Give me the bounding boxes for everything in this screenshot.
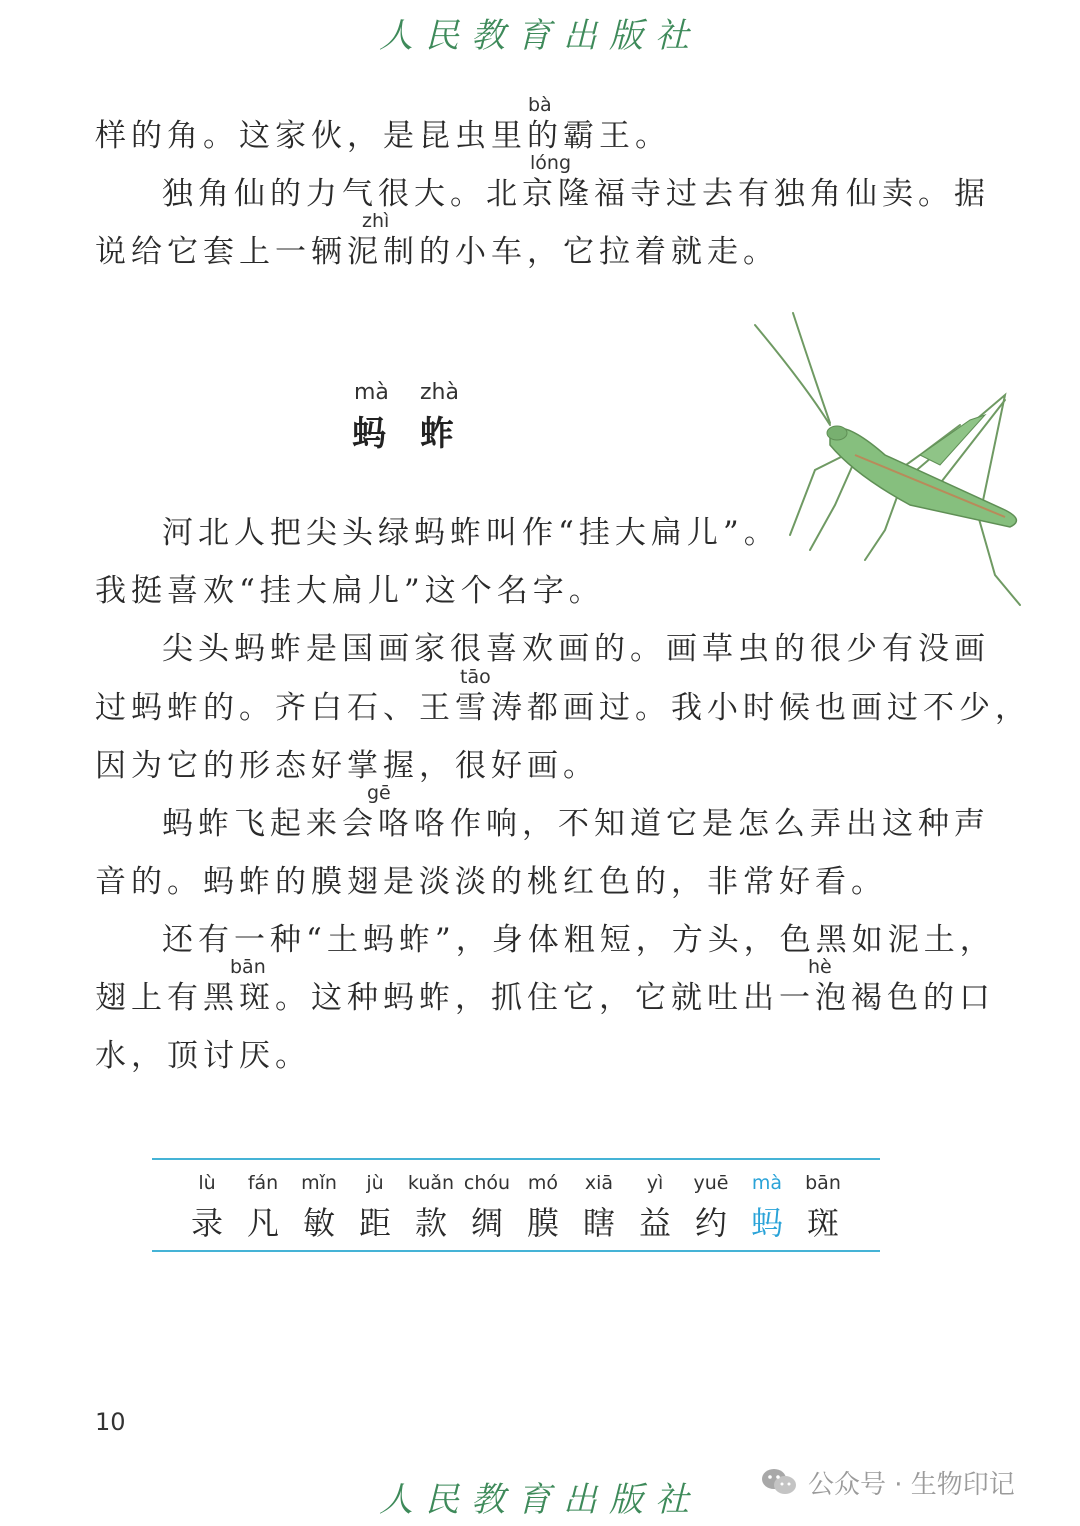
watermark: [760, 1462, 1015, 1502]
pinyin-ge: gē: [367, 782, 391, 804]
vocab-item: yuē 约: [693, 1172, 729, 1242]
wechat-icon: [760, 1467, 798, 1497]
vocab-item: kuǎn 款: [407, 1172, 455, 1242]
vocab-item: jù 距: [358, 1172, 391, 1242]
text-line: 水，顶讨厌。: [95, 1038, 311, 1074]
pinyin-ban: bān: [230, 956, 266, 978]
vocab-item: lù 录: [190, 1172, 223, 1242]
watermark-text: 公众号 · 生物印记: [808, 1469, 1015, 1500]
pinyin-tao: tāo: [460, 666, 491, 688]
vocabulary-box: [152, 1158, 880, 1252]
pinyin-he: hè: [808, 956, 832, 978]
text-line: 样的角。这家伙，是昆虫里的霸王。: [95, 118, 671, 154]
vocab-item: chóu 绸: [463, 1172, 511, 1242]
vocab-item: mó 膜: [526, 1172, 559, 1242]
section-title: [350, 380, 470, 454]
vocab-item: mǐn 敏: [301, 1172, 337, 1242]
page-number: 10: [95, 1408, 126, 1436]
title-char-2: 蚱: [420, 414, 454, 454]
title-char-1: 蚂: [352, 414, 386, 454]
grasshopper-illustration: [735, 305, 1035, 615]
text-line: 音的。蚂蚱的膜翅是淡淡的桃红色的，非常好看。: [95, 864, 887, 900]
text-line: 尖头蚂蚱是国画家很喜欢画的。画草虫的很少有没画: [162, 631, 990, 667]
vocab-item-highlighted: mà 蚂: [750, 1172, 783, 1242]
text-line: 说给它套上一辆泥制的小车，它拉着就走。: [95, 234, 779, 270]
text-line: 我挺喜欢“挂大扁儿”这个名字。: [95, 573, 605, 609]
pinyin-zhi: zhì: [362, 210, 390, 232]
publisher-header: 人民教育出版社: [379, 16, 701, 56]
vocab-item: yì 益: [638, 1172, 671, 1242]
vocab-item: fán 凡: [246, 1172, 279, 1242]
text-line: 还有一种“土蚂蚱”，身体粗短，方头，色黑如泥土，: [162, 922, 996, 958]
pinyin-ba: bà: [528, 94, 552, 116]
vocab-item: bān 斑: [805, 1172, 841, 1242]
text-line: 独角仙的力气很大。北京隆福寺过去有独角仙卖。据: [162, 176, 990, 212]
title-pinyin-2: zhà: [420, 380, 459, 405]
title-pinyin-1: mà: [354, 380, 389, 405]
text-line: 河北人把尖头绿蚂蚱叫作“挂大扁儿”。: [162, 515, 780, 551]
text-line: 蚂蚱飞起来会咯咯作响，不知道它是怎么弄出这种声: [162, 806, 990, 842]
text-line: 因为它的形态好掌握，很好画。: [95, 748, 599, 784]
pinyin-long: lóng: [530, 152, 572, 174]
publisher-footer: 人民教育出版社: [379, 1480, 701, 1520]
text-line: 翅上有黑斑。这种蚂蚱，抓住它，它就吐出一泡褐色的口: [95, 980, 995, 1016]
vocab-item: xiā 瞎: [582, 1172, 615, 1242]
text-line: 过蚂蚱的。齐白石、王雪涛都画过。我小时候也画过不少，: [95, 690, 1031, 726]
